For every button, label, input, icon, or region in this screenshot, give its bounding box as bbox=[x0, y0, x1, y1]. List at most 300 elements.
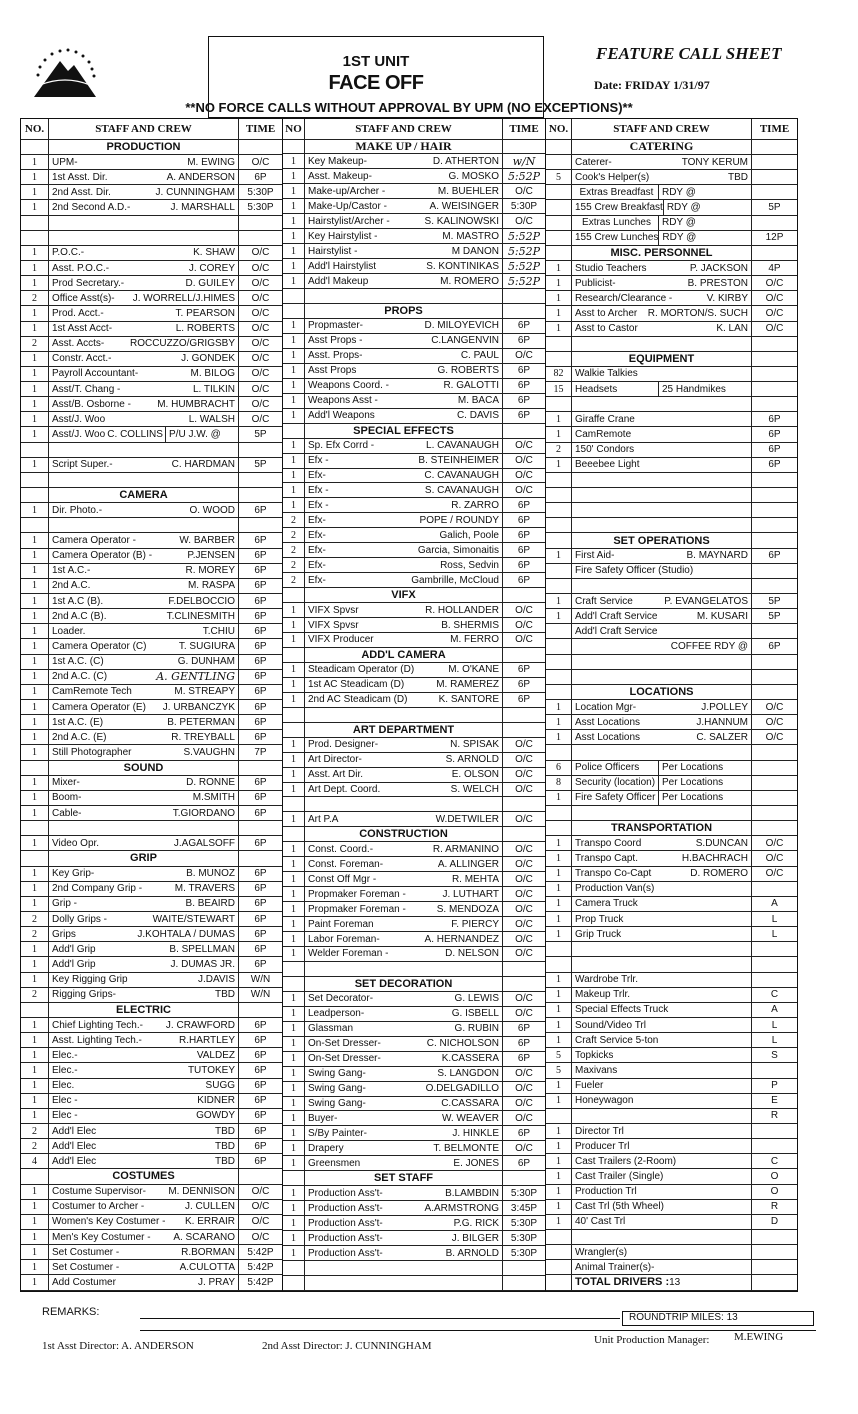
row-count: 1 bbox=[21, 1260, 49, 1274]
section-title: MISC. PERSONNEL bbox=[572, 246, 752, 260]
call-time: 6P bbox=[254, 1155, 267, 1167]
crew-name: R. ZARRO bbox=[451, 499, 499, 511]
call-time: O/C bbox=[251, 1186, 270, 1198]
crew-name: M. TRAVERS bbox=[174, 883, 235, 895]
call-time: O/C bbox=[765, 277, 784, 289]
call-time: O/C bbox=[515, 888, 533, 900]
role-label: 1st AC Steadicam (D) bbox=[308, 679, 405, 691]
call-time: L bbox=[771, 1034, 778, 1046]
call-time: 6P bbox=[254, 943, 267, 955]
staff-cell bbox=[572, 1109, 752, 1123]
table-row bbox=[546, 791, 797, 806]
role-label: Efx - bbox=[308, 499, 329, 511]
table-row bbox=[21, 1200, 282, 1215]
row-count bbox=[546, 821, 572, 835]
staff-cell bbox=[49, 1154, 239, 1168]
table-row bbox=[283, 1082, 545, 1097]
extra-note: Per Locations bbox=[658, 776, 748, 790]
call-time: 5:30P bbox=[510, 200, 538, 212]
role-label: 1st A.C. (C) bbox=[52, 656, 104, 668]
table-row bbox=[283, 364, 545, 379]
role-label: Sp. Efx Corrd - bbox=[308, 440, 375, 452]
call-time: 6P bbox=[517, 320, 531, 332]
role-label: Add'l Elec bbox=[52, 1155, 97, 1167]
section-header bbox=[283, 977, 545, 992]
row-count: 8 bbox=[546, 776, 572, 790]
upm-label: Unit Production Manager: bbox=[594, 1334, 710, 1346]
row-count: 1 bbox=[21, 1109, 49, 1123]
staff-cell bbox=[49, 836, 239, 850]
table-row bbox=[283, 872, 545, 887]
role-label: VIFX Spvsr bbox=[308, 619, 359, 631]
call-time: O/C bbox=[515, 440, 533, 452]
staff-cell bbox=[49, 715, 239, 729]
call-time bbox=[239, 443, 282, 457]
role-label: 1st A.C.- bbox=[52, 565, 91, 577]
table-row bbox=[21, 1139, 282, 1154]
call-time: O/C bbox=[251, 262, 270, 274]
role-label: Loader. bbox=[52, 625, 86, 637]
crew-name: J. CUNNINGHAM bbox=[155, 186, 235, 198]
call-time: O/C bbox=[515, 215, 533, 227]
header-no: NO. bbox=[546, 119, 572, 139]
crew-name: C. NICHOLSON bbox=[426, 1038, 499, 1050]
crew-name: G. RUBIN bbox=[454, 1023, 499, 1035]
table-row bbox=[283, 1067, 545, 1082]
row-count: 6 bbox=[546, 761, 572, 775]
blank-row bbox=[21, 821, 282, 836]
table-row bbox=[283, 1022, 545, 1037]
table-row bbox=[21, 503, 282, 518]
row-count bbox=[283, 1171, 305, 1185]
section-title: SET OPERATIONS bbox=[572, 533, 752, 547]
table-row bbox=[21, 200, 282, 215]
staff-cell bbox=[572, 836, 752, 850]
staff-cell bbox=[572, 367, 752, 381]
crew-name: M. RAMEREZ bbox=[436, 679, 499, 691]
call-time: 6P bbox=[254, 807, 267, 819]
call-time bbox=[503, 1261, 545, 1275]
row-count bbox=[283, 304, 305, 318]
table-row bbox=[283, 902, 545, 917]
row-count: 1 bbox=[283, 319, 305, 333]
row-count: 2 bbox=[21, 927, 49, 941]
call-time: 6P bbox=[254, 928, 267, 940]
role-label: Fire Safety Officer (Studio) bbox=[575, 565, 694, 577]
role-label: Asst. Makeup- bbox=[308, 170, 372, 182]
crew-name: W.DETWILER bbox=[435, 813, 499, 825]
header-staff: STAFF AND CREW bbox=[305, 119, 503, 139]
role-label: Prod. Acct.- bbox=[52, 307, 104, 319]
row-count bbox=[21, 851, 49, 865]
staff-cell bbox=[305, 618, 503, 632]
row-count bbox=[546, 639, 572, 653]
call-time: 6P bbox=[254, 1125, 267, 1137]
call-time: W/N bbox=[250, 974, 271, 986]
role-label: On-Set Dresser- bbox=[308, 1053, 381, 1065]
staff-cell bbox=[49, 639, 239, 653]
role-label: Asst. Lighting Tech.- bbox=[52, 1034, 142, 1046]
table-row bbox=[546, 897, 797, 912]
section-title: VIFX bbox=[305, 588, 503, 602]
call-time: O/C bbox=[515, 469, 533, 481]
row-count: 1 bbox=[21, 564, 49, 578]
role-label: 150' Condors bbox=[575, 444, 635, 456]
crew-name: A. HERNANDEZ bbox=[424, 933, 499, 945]
crew-name: A. ANDERSON bbox=[166, 171, 235, 183]
row-count bbox=[21, 443, 49, 457]
role-label: Camera Operator (E) bbox=[52, 701, 146, 713]
call-time: 5:30P bbox=[510, 1247, 538, 1259]
staff-cell bbox=[572, 1003, 752, 1017]
crew-name: E. JONES bbox=[453, 1157, 499, 1169]
staff-cell bbox=[572, 397, 752, 411]
table-row bbox=[283, 1231, 545, 1246]
table-row bbox=[21, 730, 282, 745]
row-count bbox=[283, 140, 305, 154]
call-time bbox=[752, 216, 797, 230]
table-row bbox=[283, 783, 545, 798]
call-time: O/C bbox=[251, 247, 270, 259]
table-row bbox=[21, 1063, 282, 1078]
role-label: Efx - bbox=[308, 455, 329, 467]
row-count: 1 bbox=[21, 1200, 49, 1214]
table-row bbox=[21, 1230, 282, 1245]
row-count: 1 bbox=[546, 851, 572, 865]
first-ad-signature: 1st Asst Director: A. ANDERSON bbox=[42, 1340, 194, 1352]
staff-cell bbox=[572, 1215, 752, 1229]
staff-cell bbox=[572, 443, 752, 457]
staff-cell bbox=[305, 1126, 503, 1140]
section-header bbox=[546, 352, 797, 367]
staff-cell bbox=[572, 942, 752, 956]
unit-label: 1ST UNIT bbox=[342, 53, 410, 70]
role-label: Hairstylist - bbox=[308, 245, 358, 257]
role-label: Add'l Makeup bbox=[308, 275, 369, 287]
table-row bbox=[21, 246, 282, 261]
call-time bbox=[752, 533, 797, 547]
staff-cell bbox=[572, 564, 752, 578]
role-label: Greensmen bbox=[308, 1157, 361, 1169]
call-time: O/C bbox=[515, 739, 533, 751]
staff-cell bbox=[305, 917, 503, 931]
staff-cell bbox=[305, 1231, 503, 1245]
call-time: 5:52P bbox=[507, 169, 541, 183]
call-time: O/C bbox=[251, 1231, 270, 1243]
call-time: O/C bbox=[765, 323, 784, 335]
staff-cell bbox=[305, 573, 503, 587]
role-label: Glassman bbox=[308, 1023, 354, 1035]
crew-name: T. SUGIURA bbox=[178, 641, 235, 653]
staff-cell bbox=[572, 291, 752, 305]
role-label: Grip - bbox=[52, 898, 77, 910]
role-label: 155 Crew Breakfast bbox=[575, 201, 663, 213]
section-header bbox=[283, 827, 545, 842]
staff-cell bbox=[49, 200, 239, 214]
call-time: 6P bbox=[517, 395, 531, 407]
staff-cell bbox=[572, 1018, 752, 1032]
call-time: 5P bbox=[254, 459, 267, 471]
crew-name: P.G. RICK bbox=[453, 1217, 499, 1229]
role-label: Key Rigging Grip bbox=[52, 974, 128, 986]
crew-name: COFFEE RDY @ bbox=[670, 641, 748, 653]
table-row bbox=[283, 394, 545, 409]
staff-cell bbox=[572, 897, 752, 911]
call-time: O/C bbox=[251, 353, 270, 365]
call-time: 6P bbox=[517, 664, 531, 676]
row-count bbox=[283, 588, 305, 602]
staff-cell bbox=[572, 761, 752, 775]
table-row bbox=[283, 319, 545, 334]
table-row bbox=[283, 1156, 545, 1171]
table-row bbox=[21, 1018, 282, 1033]
crew-name: L. TILKIN bbox=[192, 383, 235, 395]
table-row bbox=[283, 1097, 545, 1112]
table-header-row bbox=[546, 119, 797, 140]
production-title: FACE OFF bbox=[328, 72, 424, 94]
call-time: O/C bbox=[515, 754, 533, 766]
extra-note: Per Locations bbox=[658, 761, 748, 775]
call-time bbox=[752, 246, 797, 260]
crew-name: J.HANNUM bbox=[696, 716, 748, 728]
table-row bbox=[283, 1141, 545, 1156]
call-time bbox=[752, 821, 797, 835]
table-row bbox=[21, 1185, 282, 1200]
table-row bbox=[283, 454, 545, 469]
staff-cell bbox=[572, 1048, 752, 1062]
table-row bbox=[21, 533, 282, 548]
row-count: 1 bbox=[283, 768, 305, 782]
call-time: W/N bbox=[250, 989, 271, 1001]
row-count: 1 bbox=[21, 322, 49, 336]
row-count: 1 bbox=[546, 1139, 572, 1153]
row-count bbox=[283, 977, 305, 991]
row-count: 1 bbox=[21, 246, 49, 260]
call-time bbox=[503, 588, 545, 602]
section-title: PROPS bbox=[305, 304, 503, 318]
crew-name: S.VAUGHN bbox=[183, 747, 235, 758]
role-label: TOTAL DRIVERS : bbox=[575, 1276, 670, 1289]
call-time: O/C bbox=[515, 604, 533, 616]
table-row bbox=[283, 618, 545, 633]
role-label: Camera Operator (C) bbox=[52, 641, 147, 653]
crew-name: H.BACHRACH bbox=[681, 852, 748, 864]
crew-name: M. RASPA bbox=[187, 580, 235, 592]
crew-name: C.CASSARA bbox=[441, 1098, 499, 1109]
call-time: 5P bbox=[768, 201, 781, 213]
role-label: Elec.- bbox=[52, 1049, 78, 1061]
table-row bbox=[21, 579, 282, 594]
staff-cell bbox=[305, 842, 503, 856]
row-count: 1 bbox=[283, 1037, 305, 1051]
extra-note: RDY @ bbox=[658, 185, 748, 199]
upm-name: M.EWING bbox=[734, 1331, 784, 1343]
row-count: 1 bbox=[21, 745, 49, 759]
row-count: 2 bbox=[21, 912, 49, 926]
role-label: CamRemote Tech bbox=[52, 686, 132, 698]
row-count: 1 bbox=[283, 229, 305, 243]
crew-name: J. HINKLE bbox=[452, 1127, 499, 1139]
call-time: O/C bbox=[515, 903, 533, 915]
call-time: O/C bbox=[515, 843, 533, 855]
row-count bbox=[21, 761, 49, 775]
row-count: 1 bbox=[283, 887, 305, 901]
staff-cell bbox=[305, 513, 503, 527]
section-header bbox=[546, 246, 797, 261]
row-count: 2 bbox=[283, 543, 305, 557]
crew-name: VALDEZ bbox=[196, 1049, 235, 1061]
staff-cell bbox=[572, 503, 752, 517]
table-row bbox=[546, 564, 797, 579]
row-count: 4 bbox=[21, 1154, 49, 1168]
call-time: 6P bbox=[517, 499, 531, 511]
column-left bbox=[21, 119, 283, 1291]
row-count: 5 bbox=[546, 1048, 572, 1062]
role-label: 2nd A.C. (C) bbox=[52, 671, 108, 683]
row-count bbox=[546, 564, 572, 578]
call-time bbox=[503, 827, 545, 841]
section-title: SOUND bbox=[49, 761, 239, 775]
crew-name: S. CAVANAUGH bbox=[424, 484, 499, 496]
staff-cell bbox=[49, 973, 239, 987]
row-count bbox=[283, 723, 305, 737]
call-time bbox=[752, 155, 797, 169]
call-time bbox=[503, 723, 545, 737]
section-title: COSTUMES bbox=[49, 1169, 239, 1183]
row-count bbox=[546, 1109, 572, 1123]
call-time: O/C bbox=[251, 368, 270, 380]
staff-cell bbox=[305, 693, 503, 707]
call-time: 6P bbox=[254, 913, 267, 925]
staff-cell bbox=[49, 518, 239, 532]
role-label: Costumer to Archer - bbox=[52, 1201, 145, 1213]
table-row bbox=[21, 427, 282, 442]
table-row bbox=[21, 988, 282, 1003]
staff-cell bbox=[49, 473, 239, 487]
staff-cell bbox=[305, 319, 503, 333]
role-label: Prop Truck bbox=[575, 913, 624, 925]
role-label: Wrangler(s) bbox=[575, 1246, 628, 1258]
call-time: 6P bbox=[517, 1127, 531, 1139]
role-label: Leadperson- bbox=[308, 1008, 365, 1020]
call-time: O/C bbox=[765, 868, 784, 880]
call-time: A bbox=[771, 1004, 778, 1016]
role-label: Add'l Elec bbox=[52, 1125, 97, 1137]
call-time bbox=[752, 367, 797, 381]
blank-row bbox=[546, 806, 797, 821]
role-label: Efx - bbox=[308, 484, 329, 496]
role-label: 2nd A.C. (E) bbox=[52, 731, 107, 743]
row-count: 1 bbox=[283, 1246, 305, 1260]
staff-cell bbox=[305, 708, 503, 722]
call-time: 6P bbox=[254, 731, 267, 743]
row-count: 1 bbox=[283, 364, 305, 378]
table-row bbox=[546, 1169, 797, 1184]
call-time: 6P bbox=[254, 777, 267, 789]
table-row bbox=[546, 200, 797, 215]
staff-cell bbox=[305, 154, 503, 168]
row-count: 1 bbox=[546, 1185, 572, 1199]
extra-note: 25 Handmikes bbox=[658, 382, 748, 396]
section-header bbox=[21, 1169, 282, 1184]
staff-cell bbox=[305, 244, 503, 258]
row-count: 1 bbox=[283, 917, 305, 931]
blank-row bbox=[546, 473, 797, 488]
staff-cell bbox=[572, 549, 752, 563]
staff-cell bbox=[305, 214, 503, 228]
row-count: 1 bbox=[283, 1022, 305, 1036]
table-row bbox=[546, 700, 797, 715]
call-time: 5P bbox=[768, 610, 781, 622]
table-row bbox=[21, 322, 282, 337]
call-time: O/C bbox=[251, 1201, 270, 1213]
row-count bbox=[21, 216, 49, 230]
call-time: O/C bbox=[515, 858, 533, 870]
staff-cell bbox=[305, 1201, 503, 1215]
row-count: 2 bbox=[283, 528, 305, 542]
staff-cell bbox=[305, 528, 503, 542]
table-row bbox=[546, 291, 797, 306]
role-label: Set Costumer - bbox=[52, 1246, 120, 1258]
role-label: Costume Supervisor- bbox=[52, 1186, 146, 1198]
crew-name: J. CRAWFORD bbox=[165, 1019, 235, 1031]
row-count: 1 bbox=[283, 1067, 305, 1081]
table-row bbox=[21, 1109, 282, 1124]
call-time: 5:30P bbox=[510, 1187, 538, 1199]
row-count bbox=[546, 155, 572, 169]
staff-cell bbox=[49, 1109, 239, 1123]
section-header bbox=[546, 685, 797, 700]
crew-name: K. LAN bbox=[716, 323, 748, 335]
row-count bbox=[21, 1003, 49, 1017]
call-time: O/C bbox=[251, 398, 270, 410]
blank-row bbox=[283, 797, 545, 812]
row-count: 1 bbox=[21, 639, 49, 653]
table-row bbox=[21, 927, 282, 942]
crew-name: F. PIERCY bbox=[451, 918, 499, 930]
table-row bbox=[546, 973, 797, 988]
row-count: 1 bbox=[21, 942, 49, 956]
crew-name: J. LUTHART bbox=[442, 888, 499, 900]
crew-name: M. O'KANE bbox=[448, 664, 499, 676]
role-label: VIFX Spvsr bbox=[308, 604, 359, 616]
crew-name: G. ROBERTS bbox=[437, 365, 499, 377]
staff-cell bbox=[572, 1275, 752, 1289]
table-row bbox=[21, 973, 282, 988]
staff-cell bbox=[305, 483, 503, 497]
call-time: 6P bbox=[254, 171, 267, 183]
table-row bbox=[546, 851, 797, 866]
call-time: O/C bbox=[515, 350, 533, 362]
staff-cell bbox=[305, 902, 503, 916]
staff-cell bbox=[49, 306, 239, 320]
staff-cell bbox=[572, 200, 752, 214]
table-row bbox=[546, 306, 797, 321]
role-label: Efx- bbox=[308, 514, 326, 526]
table-row bbox=[21, 337, 282, 352]
blank-row bbox=[546, 488, 797, 503]
call-time: 6P bbox=[254, 716, 267, 728]
row-count bbox=[283, 797, 305, 811]
crew-name: K. ERRAIR bbox=[184, 1216, 235, 1228]
crew-name: B.LAMBDIN bbox=[445, 1187, 499, 1199]
call-time: O/C bbox=[251, 277, 270, 289]
role-label: Police Officers bbox=[575, 762, 640, 774]
row-count: 1 bbox=[546, 1215, 572, 1229]
call-time: O/C bbox=[515, 185, 533, 197]
crew-name: K.CASSERA bbox=[441, 1053, 499, 1065]
call-time bbox=[752, 1260, 797, 1274]
